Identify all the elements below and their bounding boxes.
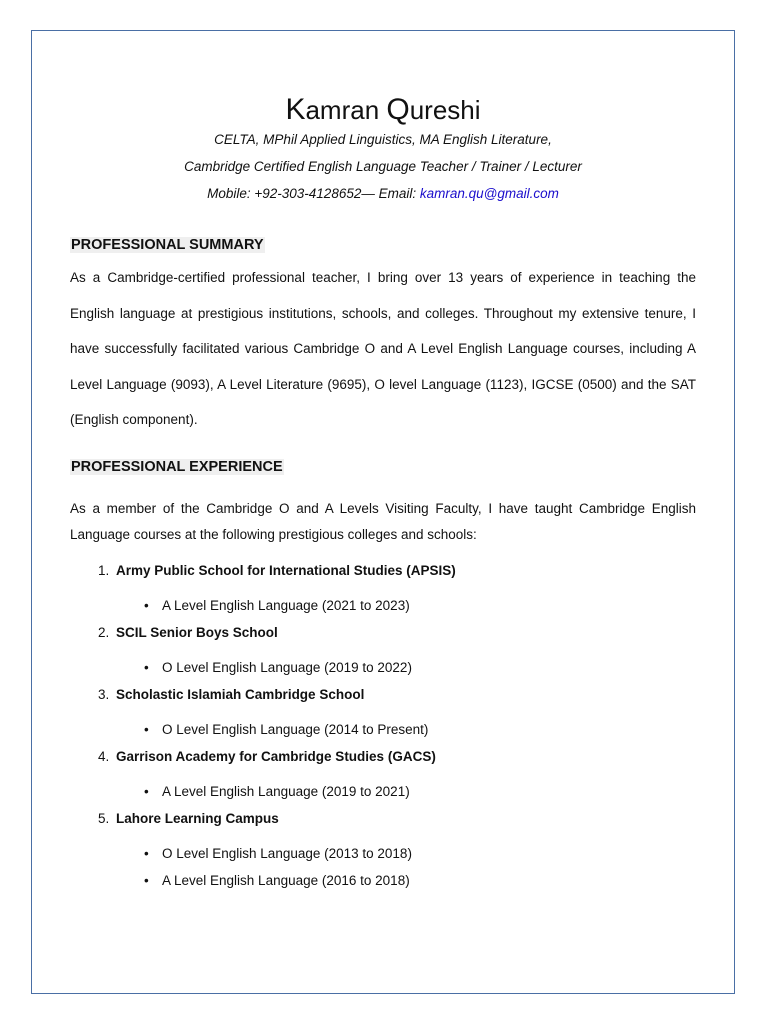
course-text: O Level English Language (2013 to 2018) [162,846,412,861]
summary-text: As a Cambridge-certified professional teacher, I bring over 13 years of experience in teaching the English language at prestigious institutions, schools, and colleges. Throughout my extensive tenure, I have successfully facilitated various Cambridge O and A Level English Language courses, including A Level Language (9093), A Level Literature (9695), O level Language (1123), IGCSE (0500) and the SAT (English component). [70,270,696,427]
course-text: A Level English Language (2016 to 2018) [162,873,410,888]
bullet-icon: • [144,873,149,888]
experience-item-5 [98,811,279,826]
course-bullet [144,873,410,888]
summary-heading: PROFESSIONAL SUMMARY [71,237,264,253]
candidate-name [70,93,696,127]
course-bullet [144,722,428,737]
item-title: Army Public School for International Studies (APSIS) [116,563,456,578]
resume-page [31,30,735,994]
course-bullet [144,598,410,613]
item-number: 4. [98,749,110,764]
item-title: Scholastic Islamiah Cambridge School [116,687,365,702]
experience-item-2 [98,625,278,640]
email-link[interactable]: kamran.qu@gmail.com [419,186,559,201]
course-text: A Level English Language (2019 to 2021) [162,784,410,799]
experience-item-4 [98,749,436,764]
course-bullet [144,660,412,675]
name-initial-last: Q [386,93,410,126]
item-title: SCIL Senior Boys School [116,625,278,640]
experience-heading: PROFESSIONAL EXPERIENCE [71,459,283,475]
course-text: O Level English Language (2019 to 2022) [162,660,412,675]
bullet-icon: • [144,722,149,737]
item-number: 3. [98,687,110,702]
experience-intro: As a member of the Cambridge O and A Levels Visiting Faculty, I have taught Cambridge English Language courses at the following prestigious colleges and schools: [70,501,696,542]
name-last-rest: ureshi [409,95,481,125]
item-number: 5. [98,811,110,826]
contact-line [70,186,696,201]
qualifications-line: CELTA, MPhil Applied Linguistics, MA English Literature, [214,132,552,147]
experience-item-1 [98,563,456,578]
course-bullet [144,784,410,799]
name-first-rest: amran [305,95,387,125]
name-initial-first: K [285,93,306,126]
role-line: Cambridge Certified English Language Teacher / Trainer / Lecturer [184,159,582,174]
course-text: A Level English Language (2021 to 2023) [162,598,410,613]
course-bullet [144,846,412,861]
bullet-icon: • [144,598,149,613]
item-number: 2. [98,625,110,640]
bullet-icon: • [144,660,149,675]
experience-item-3 [98,687,364,702]
item-title: Garrison Academy for Cambridge Studies (GACS) [116,749,436,764]
bullet-icon: • [144,846,149,861]
item-title: Lahore Learning Campus [116,811,279,826]
bullet-icon: • [144,784,149,799]
contact-phone: Mobile: +92-303-4128652— Email: [207,186,420,201]
item-number: 1. [98,563,110,578]
course-text: O Level English Language (2014 to Present) [162,722,429,737]
